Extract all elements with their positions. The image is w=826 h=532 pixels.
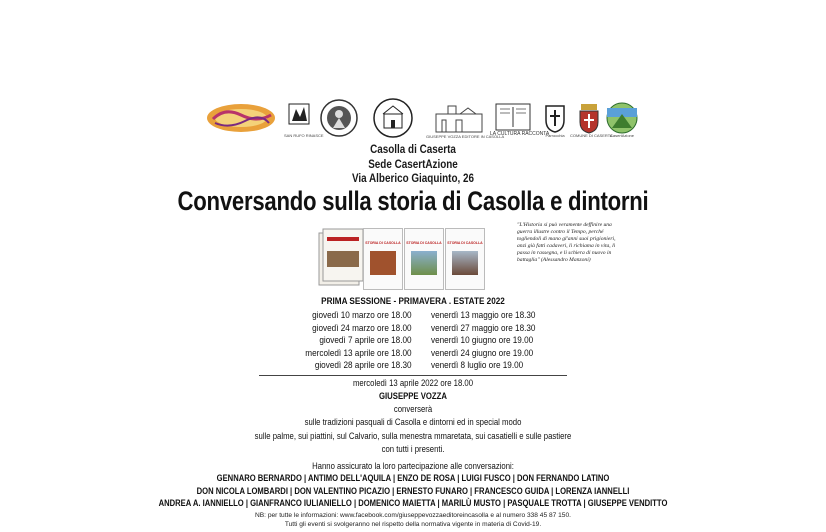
schedule-date: giovedì 24 marzo ore 18.00 [312,322,412,334]
schedule-left-column [306,310,412,373]
participants-row-2: DON NICOLA LOMBARDI | DON VALENTINO PICAZIO | ERNESTO FUNARO | FRANCESCO GUIDA | LORENZA IANNELLI [196,486,630,496]
books-stack-image [317,227,365,289]
participants-row-3: ANDREA A. IANNIELLO | GIANFRANCO IULIANIELLO | DOMENICO MAIETTA | MARILÙ MUSTO | PASQUALE TROTTA | GIUSEPPE VENDITTO [158,498,668,508]
event-line-2: sulle palme, sui piattini, sul Calvario, sulla menestra mmaretata, sui casatielli e sulle pastiere [254,431,572,441]
caserta-caption: COMUNE DI CASERTA [570,133,613,138]
book-title-3: STORIA DI CASOLLA [447,241,483,245]
info-note: NB: per tutte le informazioni: www.facebook.com/giuseppevozzaeditoreincasolla e al numero 338 45 87 150. [255,512,571,519]
parrocchia-caption: Parrocchia [545,133,565,138]
participants-row-1: GENNARO BERNARDO | ANTIMO DELL'AQUILA | ENZO DE ROSA | LUIGI FUSCO | DON FERNANDO LATINO [216,473,610,483]
divider [259,375,567,376]
schedule-date: venerdì 8 luglio ore 19.00 [431,360,524,372]
book-title-1: STORIA DI CASOLLA [365,241,401,245]
schedule-date: venerdì 10 giugno ore 19.00 [431,335,534,347]
page-title: Conversando sulla storia di Casolla e dintorni [177,186,649,216]
schedule-date: mercoledì 13 aprile ore 18.00 [305,347,412,359]
book-cover-3 [445,228,485,290]
schedule-right-column [431,310,535,373]
schedule-date: venerdì 13 maggio ore 18.30 [431,310,536,321]
cultura-caption: LA CULTURA RACCONTA [490,131,550,137]
event-date: mercoledì 13 aprile 2022 ore 18.00 [352,378,474,388]
book-cover-2 [404,228,444,290]
event-verb: converserà [393,404,433,414]
address-line-2: Sede CasertAzione [368,159,458,171]
book-title-2: STORIA DI CASOLLA [406,241,442,245]
schedule-date: venerdì 24 giugno ore 19.00 [431,347,534,359]
event-line-3: con tutti i presenti. [381,444,445,454]
casertazione-caption: CasertAzione [609,133,634,138]
vozza-caption: GIUSEPPE VOZZA EDITORE IN CASOLLA [426,134,505,139]
event-speaker: GIUSEPPE VOZZA [379,391,447,401]
session-heading: PRIMA SESSIONE - PRIMAVERA . ESTATE 2022 [321,296,505,307]
manzoni-quote: "L'Historia si può veramente deffinire una guerra illustre contro il Tempo, perché togliendoli di mano gl'anni suoi prigionieri, anzi già fatti cadaveri, li richiama in vita, li passa in rassegna, e li schiera di nuovo in battaglia" (Alessandro Manzoni) [517,222,616,263]
schedule-date: giovedì 10 marzo ore 18.00 [312,310,412,321]
schedule-date: venerdì 27 maggio ore 18.30 [431,322,536,334]
address-line-1: Casolla di Caserta [370,144,456,156]
schedule-date: giovedì 28 aprile ore 18.30 [315,360,412,372]
covid-note: Tutti gli eventi si svolgeranno nel rispetto della normativa vigente in materia di Covid-19. [284,521,542,528]
event-line-1: sulle tradizioni pasquali di Casolla e dintorni ed in special modo [304,417,522,427]
san-rufo-caption: SAN RUFO RINASCE [284,133,324,138]
schedule-date: giovedì 7 aprile ore 18.00 [319,335,412,347]
book-cover-1 [363,228,403,290]
address-line-3: Via Alberico Giaquinto, 26 [351,173,475,185]
participants-intro: Hanno assicurato la loro partecipazione alle conversazioni: [312,461,514,471]
il-vicolo-logo [205,96,277,140]
addolorata-logo [317,96,361,140]
church-seal-logo [364,96,422,140]
